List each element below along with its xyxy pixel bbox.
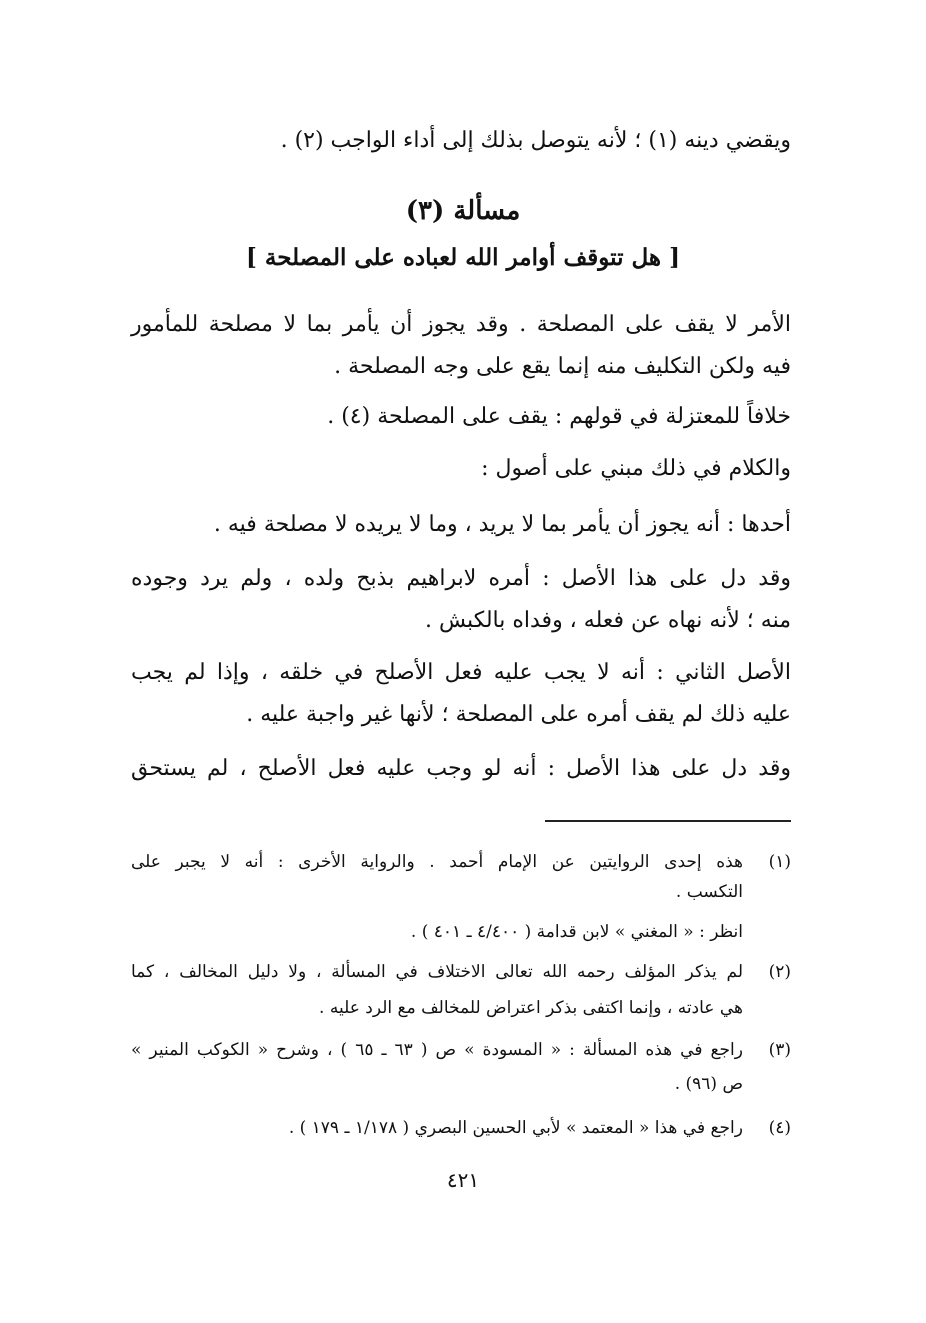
footnote-line: راجع في هذه المسألة : « المسودة » ص ( ٦٣ ـ ٦٥ ) ، وشرح « الكوكب المنير »: [131, 1040, 743, 1060]
footnote-number: (٣): [768, 1040, 791, 1060]
footnote-line: هي عادته ، وإنما اكتفى بذكر اعتراض للمخالف مع الرد عليه .: [319, 998, 743, 1018]
body-line: والكلام في ذلك مبني على أصول :: [481, 456, 791, 481]
body-line: وقد دل على هذا الأصل : أنه لو وجب عليه فعل الأصلح ، لم يستحق: [131, 756, 791, 781]
footnote-line: انظر : « المغني » لابن قدامة ( ٤/٤٠٠ ـ ٤٠١ ) .: [410, 922, 743, 942]
body-line: عليه ذلك لم يقف أمره على المصلحة ؛ لأنها غير واجبة عليه .: [246, 702, 791, 727]
footnote-line: راجع في هذا « المعتمد » لأبي الحسين البصري ( ١/١٧٨ ـ ١٧٩ ) .: [288, 1118, 743, 1138]
footnote-separator: [545, 820, 791, 822]
issue-subheading: [ هل تتوقف أوامر الله لعباده على المصلحة ]: [246, 244, 680, 271]
footnote-number: (٤): [768, 1118, 791, 1138]
footnote-line: ص (٩٦) .: [674, 1074, 743, 1094]
issue-heading: مسألة (٣): [405, 196, 521, 226]
page-number: ٤٢١: [446, 1168, 480, 1192]
body-line: الأصل الثاني : أنه لا يجب عليه فعل الأصلح في خلقه ، وإذا لم يجب: [131, 660, 791, 685]
body-line: خلافاً للمعتزلة في قولهم : يقف على المصلحة (٤) .: [327, 404, 791, 429]
body-line: الأمر لا يقف على المصلحة . وقد يجوز أن يأمر بما لا مصلحة للمأمور: [131, 312, 791, 337]
top-line: ويقضي دينه (١) ؛ لأنه يتوصل بذلك إلى أداء الواجب (٢) .: [280, 128, 791, 153]
body-line: وقد دل على هذا الأصل : أمره لابراهيم بذبح ولده ، ولم يرد وجوده: [131, 566, 791, 591]
footnote-line: هذه إحدى الروايتين عن الإمام أحمد . والرواية الأخرى : أنه لا يجبر على: [131, 852, 743, 872]
footnote-line: لم يذكر المؤلف رحمه الله تعالى الاختلاف في المسألة ، ولا دليل المخالف ، كما: [131, 962, 743, 982]
body-line: منه ؛ لأنه نهاه عن فعله ، وفداه بالكبش .: [425, 608, 791, 633]
footnote-number: (١): [768, 852, 791, 872]
footnote-line: التكسب .: [675, 882, 743, 902]
body-line: أحدها : أنه يجوز أن يأمر بما لا يريد ، وما لا يريده لا مصلحة فيه .: [213, 512, 791, 537]
footnote-number: (٢): [768, 962, 791, 982]
body-line: فيه ولكن التكليف منه إنما يقع على وجه المصلحة .: [334, 354, 791, 379]
